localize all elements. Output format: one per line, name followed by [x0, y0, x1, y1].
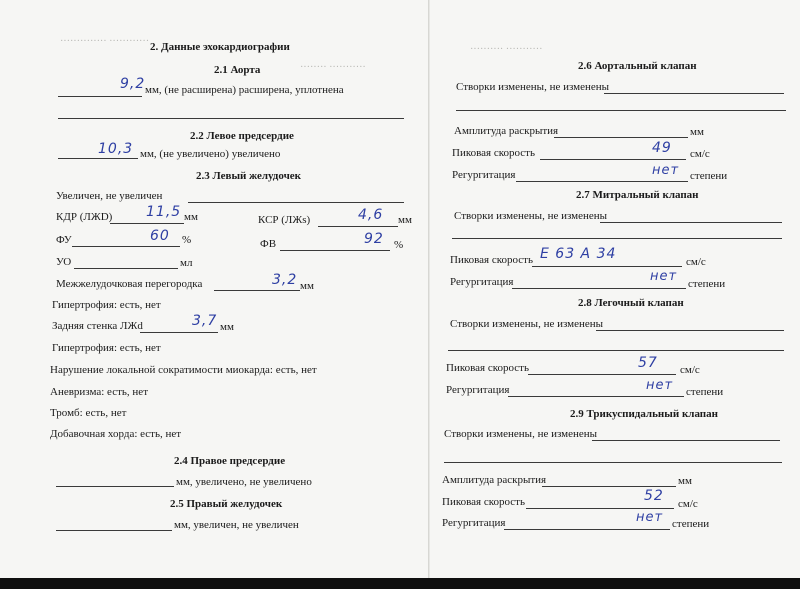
bleed-through-text: ··········· ········ [300, 62, 366, 73]
pulmonary-speed-value: 57 [638, 355, 658, 371]
kdr-value: 11,5 [146, 204, 182, 220]
ivs-unit: мм [300, 280, 314, 292]
tricuspid-regurg-unit: степени [672, 518, 710, 530]
hypertrophy-2: Гипертрофия: есть, нет [52, 342, 161, 354]
mitral-regurg-value: нет [650, 269, 678, 284]
kdr-label: КДР (ЛЖD) [56, 211, 113, 223]
ivs-label: Межжелудочковая перегородка [56, 278, 203, 290]
tricuspid-amp-unit: мм [678, 475, 692, 487]
kdr-unit: мм [184, 211, 198, 223]
rv-title: 2.5 Правый желудочек [170, 498, 283, 510]
ksr-label: КСР (ЛЖs) [258, 214, 311, 226]
aortic-amp-label: Амплитуда раскрытия [454, 125, 559, 137]
mitral-speed-unit: см/с [686, 256, 706, 268]
local-contractility: Нарушение локальной сократимости миокарда: есть, нет [50, 364, 317, 376]
aneurysm: Аневризма: есть, нет [50, 386, 148, 398]
aortic-regurg-label: Регургитация [452, 169, 516, 181]
pw-value: 3,7 [192, 313, 218, 329]
section-title: 2. Данные эхокардиографии [150, 41, 290, 53]
la-value: 10,3 [98, 141, 134, 157]
pulmonary-regurg-value: нет [646, 378, 674, 393]
la-text: мм, (не увеличено) увеличено [140, 148, 281, 160]
mitral-speed-value: Е 63 А 34 [540, 246, 617, 262]
scan-bottom-border [0, 578, 800, 589]
pulmonary-regurg-label: Регургитация [446, 384, 510, 396]
tricuspid-leaflets: Створки изменены, не изменены [444, 428, 598, 440]
fu-unit: % [182, 234, 192, 246]
mitral-regurg-label: Регургитация [450, 276, 514, 288]
aortic-leaflets: Створки изменены, не изменены [456, 81, 610, 93]
bleed-through-text: ············ ·············· [60, 36, 150, 47]
fu-value: 60 [150, 228, 170, 244]
aorta-value: 9,2 [120, 76, 146, 92]
lv-enlarged: Увеличен, не увеличен [56, 190, 163, 202]
aorta-text: мм, (не расширена) расширена, уплотнена [145, 84, 344, 96]
tricuspid-amp-label: Амплитуда раскрытия [442, 474, 547, 486]
page-fold [428, 0, 430, 580]
extra-chord: Добавочная хорда: есть, нет [50, 428, 182, 440]
pulmonary-speed-unit: см/с [680, 364, 700, 376]
fv-label: ФВ [260, 238, 277, 250]
tricuspid-speed-unit: см/с [678, 498, 698, 510]
fv-value: 92 [364, 231, 384, 247]
ksr-unit: мм [398, 214, 412, 226]
aortic-speed-unit: см/с [690, 148, 710, 160]
hypertrophy-1: Гипертрофия: есть, нет [52, 299, 161, 311]
la-title: 2.2 Левое предсердие [190, 130, 294, 142]
mitral-title: 2.7 Митральный клапан [576, 189, 699, 201]
ra-title: 2.4 Правое предсердие [174, 455, 286, 467]
aortic-speed-value: 49 [652, 140, 672, 156]
aorta-title: 2.1 Аорта [214, 64, 261, 76]
aortic-speed-label: Пиковая скорость [452, 147, 536, 159]
mitral-leaflets: Створки изменены, не изменены [454, 210, 608, 222]
pulmonary-title: 2.8 Легочный клапан [578, 297, 684, 309]
pw-unit: мм [220, 321, 234, 333]
uo-label: УО [56, 256, 72, 268]
uo-unit: мл [180, 257, 193, 269]
aortic-regurg-value: нет [652, 163, 680, 178]
mitral-speed-label: Пиковая скорость [450, 254, 534, 266]
pulmonary-regurg-unit: степени [686, 386, 724, 398]
mitral-regurg-unit: степени [688, 278, 726, 290]
rv-text: мм, увеличен, не увеличен [174, 519, 299, 531]
tricuspid-regurg-label: Регургитация [442, 517, 506, 529]
tricuspid-regurg-value: нет [636, 510, 664, 525]
pulmonary-speed-label: Пиковая скорость [446, 362, 530, 374]
aortic-title: 2.6 Аортальный клапан [578, 60, 697, 72]
thrombus: Тромб: есть, нет [50, 407, 127, 419]
bleed-through-text: ··········· ·········· [470, 44, 543, 55]
fv-unit: % [394, 239, 404, 251]
aortic-amp-unit: мм [690, 126, 704, 138]
tricuspid-speed-label: Пиковая скорость [442, 496, 526, 508]
tricuspid-speed-value: 52 [644, 488, 664, 504]
lv-title: 2.3 Левый желудочек [196, 170, 302, 182]
pulmonary-leaflets: Створки изменены, не изменены [450, 318, 604, 330]
ra-text: мм, увеличено, не увеличено [176, 476, 312, 488]
fu-label: ФУ [56, 234, 72, 246]
ksr-value: 4,6 [358, 207, 384, 223]
aortic-regurg-unit: степени [690, 170, 728, 182]
ivs-value: 3,2 [272, 272, 298, 288]
pw-label: Задняя стенка ЛЖd [52, 320, 143, 332]
tricuspid-title: 2.9 Трикуспидальный клапан [570, 408, 718, 420]
